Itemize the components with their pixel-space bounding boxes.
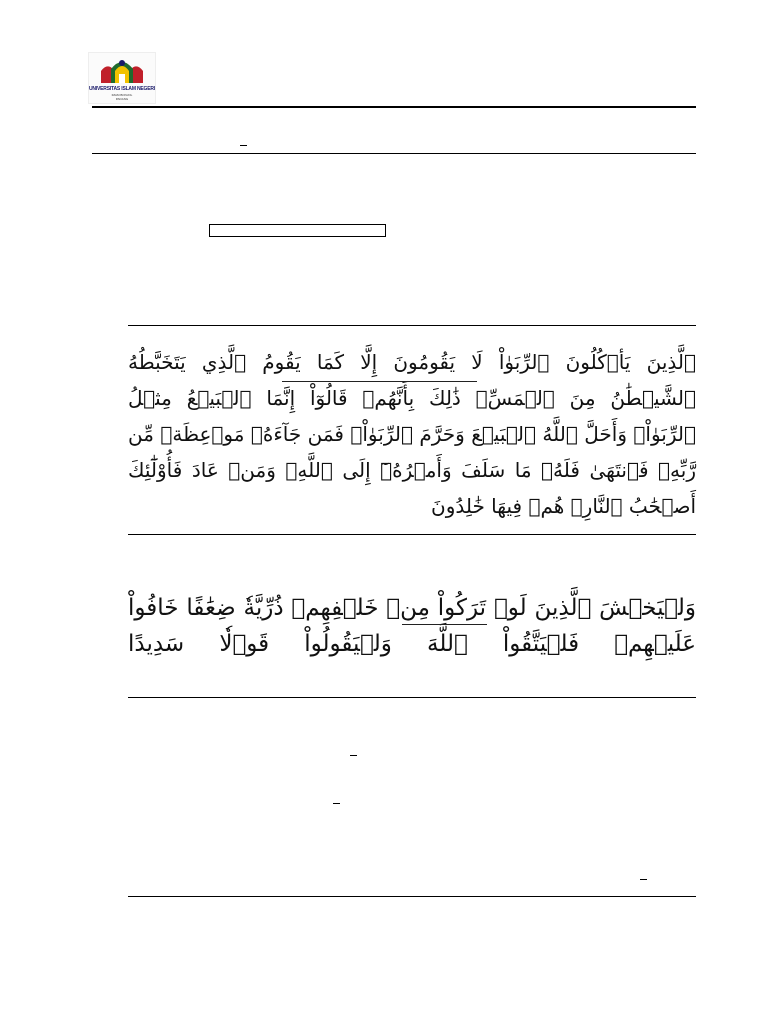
university-logo (88, 52, 156, 104)
header-rule (92, 106, 696, 108)
section-rule (92, 153, 696, 154)
section-rule (128, 325, 696, 326)
verse-an-nisa-9: وَلۡيَخۡشَ ٱلَّذِينَ لَوۡ تَرَكُواْ مِنۡ خَلۡفِهِمۡ ذُرِّيَّةٗ ضِعَٰفًا خَافُواْ عَلَيۡهِمۡ فَلۡيَتَّقُواْ ٱللَّهَ وَلۡيَقُولُواْ قَوۡلٗا سَدِيدًا (128, 595, 696, 657)
section-rule (128, 896, 696, 897)
logo-city: PADANG (115, 97, 129, 101)
section-rule (128, 697, 696, 698)
empty-text-box (209, 224, 386, 237)
section-rule (128, 534, 696, 535)
logo-university-name: UNIVERSITAS ISLAM NEGERI (89, 86, 155, 92)
verse-underline (282, 381, 477, 382)
dash-mark (640, 879, 647, 880)
verse-underline (402, 624, 487, 625)
dash-mark (240, 145, 247, 146)
verse-al-baqarah-275: ٱلَّذِينَ يَأۡكُلُونَ ٱلرِّبَوٰاْ لَا يَقُومُونَ إِلَّا كَمَا يَقُومُ ٱلَّذِي يَتَخَبَّطُهُ ٱلشَّيۡطَٰنُ مِنَ ٱلۡمَسِّۚ ذَٰلِكَ بِأَنَّهُمۡ قَالُوٓاْ إِنَّمَا ٱلۡبَيۡعُ مِثۡلُ ٱلرِّبَوٰاْۗ وَأَحَلَّ ٱللَّهُ ٱلۡبَيۡعَ وَحَرَّمَ ٱلرِّبَوٰاْۚ فَمَن جَآءَهُۥ مَوۡعِظَةٞ مِّن رَّبِّهِۦ فَٱنتَهَىٰ فَلَهُۥ مَا سَلَفَ وَأَمۡرُهُۥٓ إِلَى ٱللَّهِۖ وَمَنۡ عَادَ فَأُوْلَٰٓئِكَ أَصۡحَٰبُ ٱلنَّارِۖ هُمۡ فِيهَا خَٰلِدُونَ (128, 350, 696, 518)
dash-mark (333, 803, 340, 804)
logo-subtitle: IMAM BONJOL (111, 93, 133, 97)
logo-emblem-icon (97, 57, 147, 87)
dash-mark (350, 755, 357, 756)
